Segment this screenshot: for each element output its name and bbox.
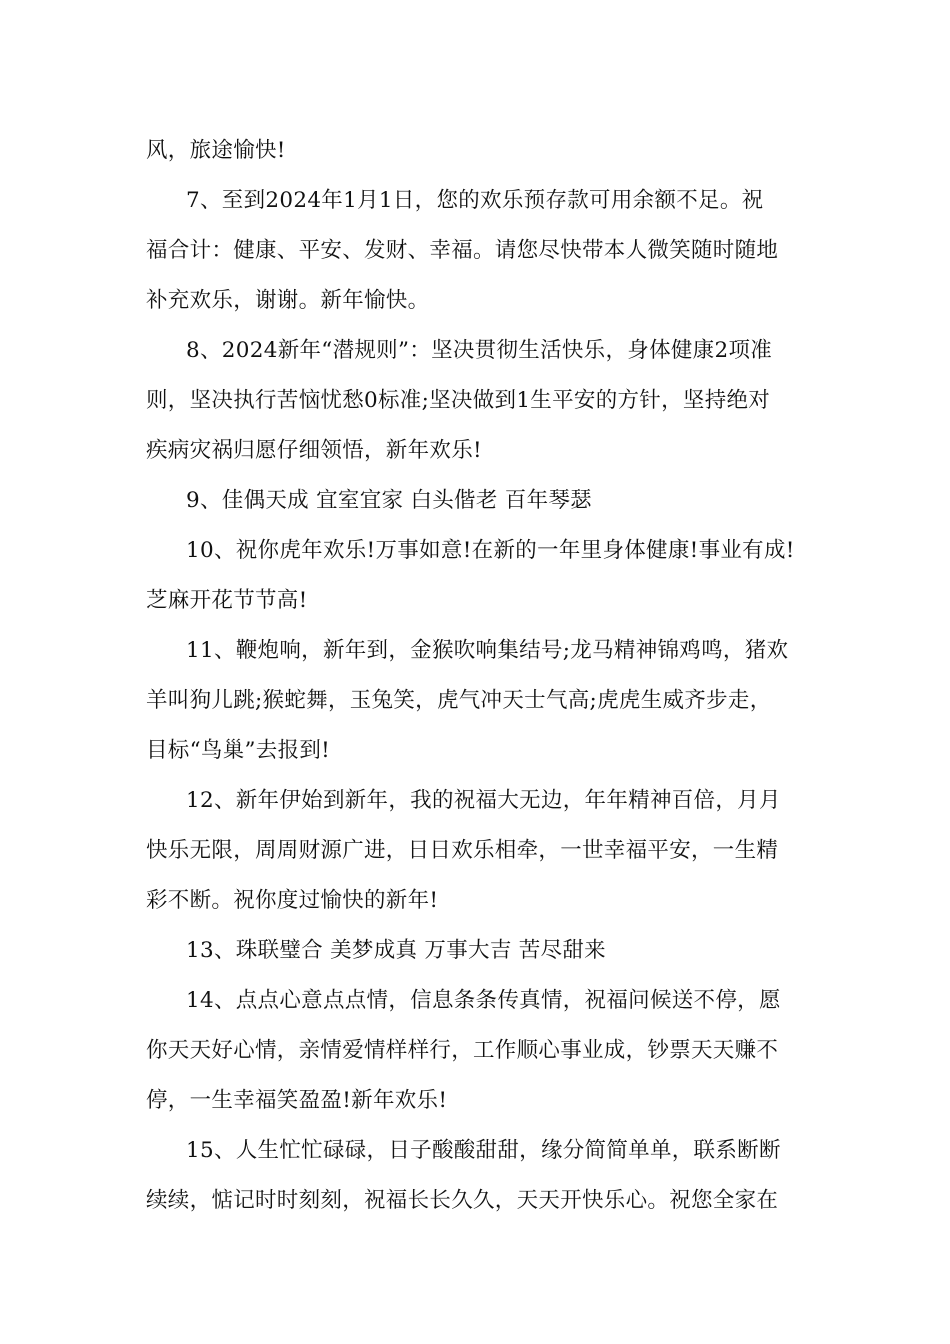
- text-line: 补充欢乐，谢谢。新年愉快。: [146, 288, 430, 313]
- text-line: 福合计：健康、平安、发财、幸福。请您尽快带本人微笑随时随地: [146, 238, 779, 263]
- text-line: 停，一生幸福笑盈盈!新年欢乐!: [146, 1088, 448, 1113]
- text-line: 11、鞭炮响，新年到，金猴吹响集结号;龙马精神锦鸡鸣，猪欢: [186, 638, 789, 663]
- text-line: 疾病灾祸归愿仔细领悟，新年欢乐!: [146, 438, 482, 463]
- text-line: 9、佳偶天成 宜室宜家 白头偕老 百年琴瑟: [186, 488, 592, 513]
- text-line: 续续，惦记时时刻刻，祝福长长久久，天天开快乐心。祝您全家在: [146, 1188, 779, 1213]
- text-line: 芝麻开花节节高!: [146, 588, 308, 613]
- text-line: 目标“鸟巢”去报到!: [146, 738, 331, 763]
- text-line: 快乐无限，周周财源广进，日日欢乐相牵，一世幸福平安，一生精: [146, 838, 779, 863]
- text-line: 8、2024新年“潜规则”：坚决贯彻生活快乐，身体健康2项准: [186, 338, 773, 363]
- text-line: 12、新年伊始到新年，我的祝福大无边，年年精神百倍，月月: [186, 788, 781, 813]
- text-line: 13、珠联璧合 美梦成真 万事大吉 苦尽甜来: [186, 938, 606, 963]
- text-line: 7、至到2024年1月1日，您的欢乐预存款可用余额不足。祝: [186, 188, 764, 213]
- text-line: 彩不断。祝你度过愉快的新年!: [146, 888, 439, 913]
- text-line: 则，坚决执行苦恼忧愁0标准;坚决做到1生平安的方针，坚持绝对: [146, 388, 771, 413]
- text-line: 14、点点心意点点情，信息条条传真情，祝福问候送不停，愿: [186, 988, 781, 1013]
- text-line: 10、祝你虎年欢乐!万事如意!在新的一年里身体健康!事业有成!: [186, 538, 795, 563]
- text-line: 羊叫狗儿跳;猴蛇舞，玉兔笑，虎气冲天士气高;虎虎生威齐步走，: [146, 688, 772, 713]
- text-line: 你天天好心情，亲情爱情样样行，工作顺心事业成，钞票天天赚不: [146, 1038, 779, 1063]
- text-line: 15、人生忙忙碌碌，日子酸酸甜甜，缘分简简单单，联系断断: [186, 1138, 781, 1163]
- text-line: 风，旅途愉快!: [146, 138, 286, 163]
